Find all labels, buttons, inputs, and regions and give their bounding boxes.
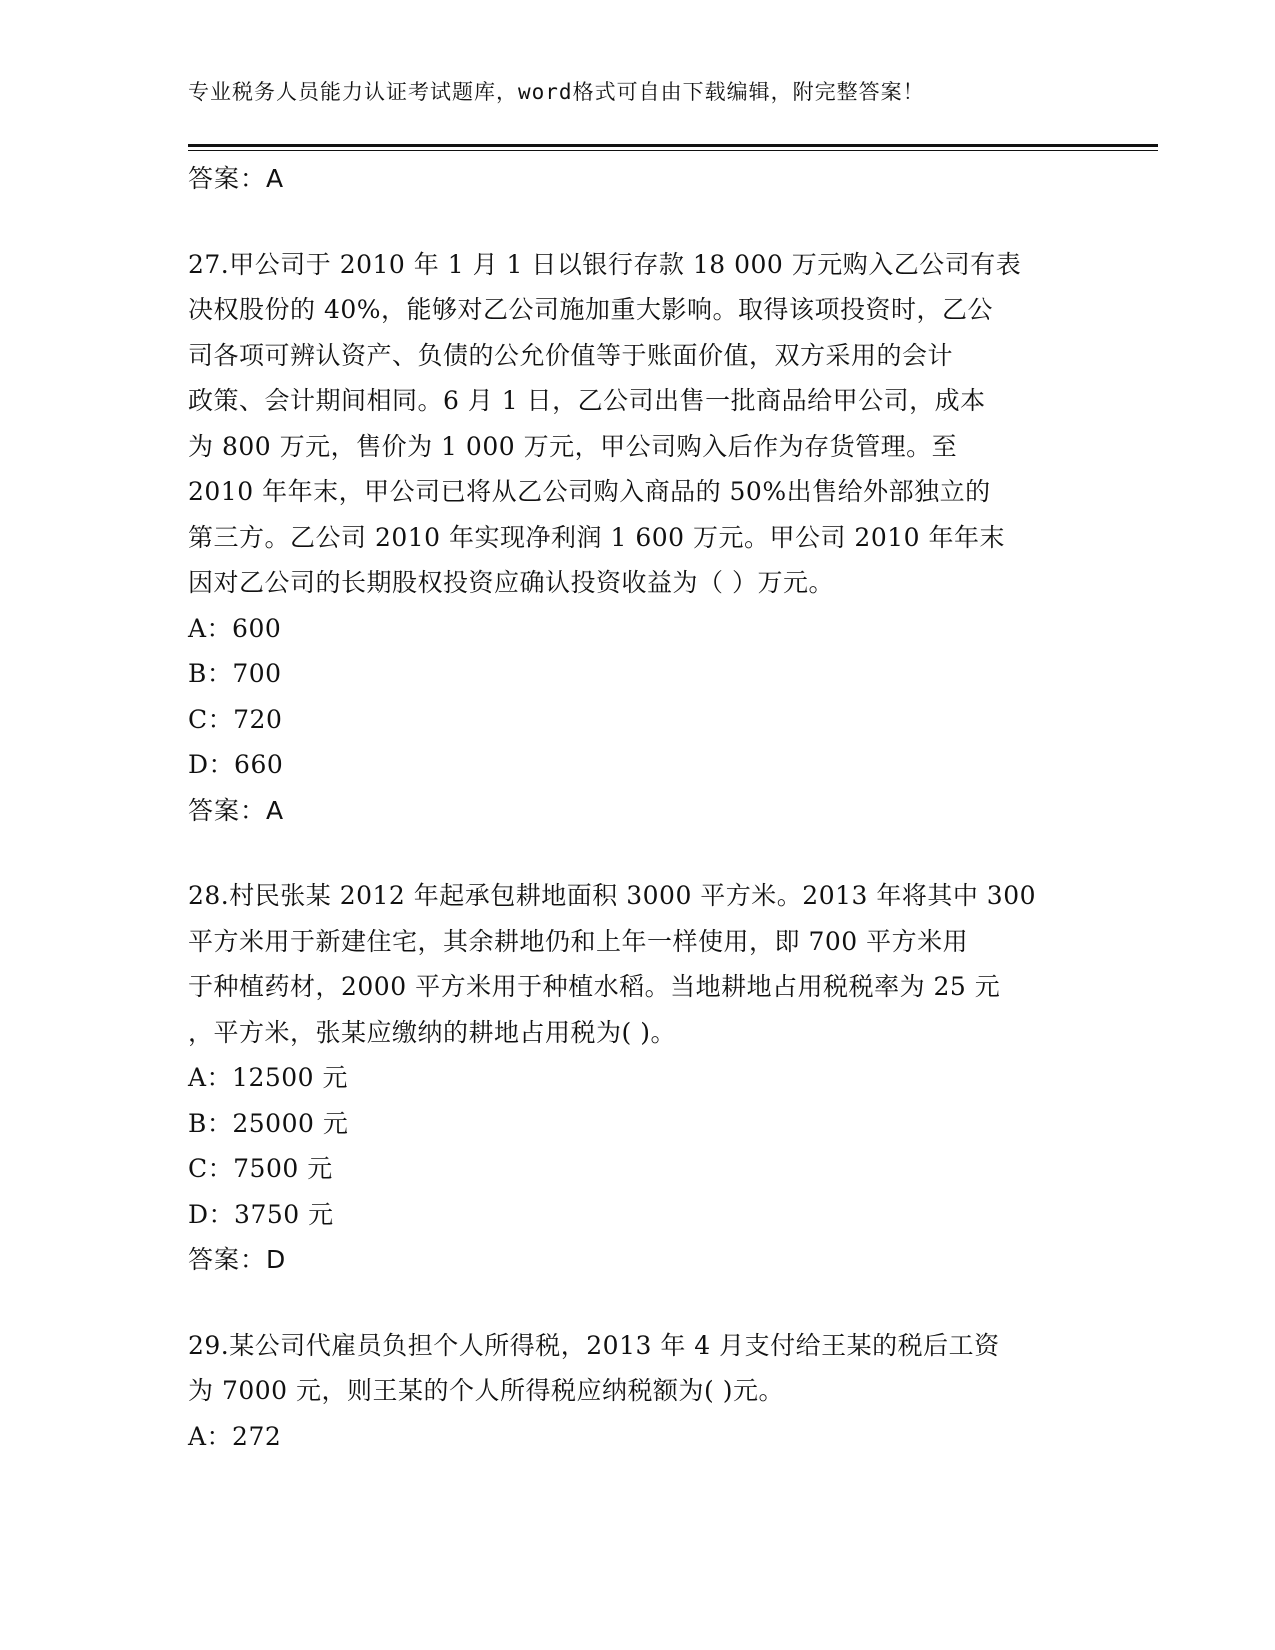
- option-b: B：700: [188, 659, 282, 688]
- option-b: B：25000 元: [188, 1108, 349, 1138]
- option-d: D：660: [188, 750, 284, 779]
- option-c: C：720: [188, 704, 283, 734]
- question-line: 政策、会计期间相同。6 月 1 日，乙公司出售一批商品给甲公司，成本: [188, 386, 986, 415]
- question-28: [188, 873, 1088, 1283]
- header-rule-thin: [188, 150, 1158, 151]
- question-line: 2010 年年末，甲公司已将从乙公司购入商品的 50%出售给外部独立的: [188, 477, 991, 506]
- option-a: A：600: [188, 613, 282, 643]
- question-line: ，平方米，张某应缴纳的耕地占用税为( )。: [188, 1017, 676, 1047]
- spacer: [188, 202, 1088, 242]
- question-line: 司各项可辨认资产、负债的公允价值等于账面价值，双方采用的会计: [188, 340, 954, 370]
- question-line: 28.村民张某 2012 年起承包耕地面积 3000 平方米。2013 年将其中 300: [188, 881, 1037, 910]
- question-line: 第三方。乙公司 2010 年实现净利润 1 600 万元。甲公司 2010 年年末: [188, 522, 1005, 552]
- option-d: D：3750 元: [188, 1199, 334, 1229]
- question-line: 29.某公司代雇员负担个人所得税，2013 年 4 月支付给王某的税后工资: [188, 1330, 1000, 1360]
- question-line: 为 800 万元，售价为 1 000 万元，甲公司购入后作为存货管理。至: [188, 431, 958, 461]
- question-line: 为 7000 元，则王某的个人所得税应纳税额为( )元。: [188, 1376, 784, 1405]
- page-header: 专业税务人员能力认证考试题库，word格式可自由下载编辑，附完整答案！: [188, 80, 925, 104]
- question-line: 于种植药材，2000 平方米用于种植水稻。当地耕地占用税税率为 25 元: [188, 972, 1001, 1001]
- question-line: 27.甲公司于 2010 年 1 月 1 日以银行存款 18 000 万元购入乙公司有表: [188, 249, 1022, 279]
- header-rule-thick: [188, 144, 1158, 147]
- option-a: A：272: [188, 1421, 282, 1451]
- option-a: A：12500 元: [188, 1063, 349, 1092]
- question-27: [188, 242, 1088, 834]
- question-content: [188, 156, 1088, 1459]
- question-line: 因对乙公司的长期股权投资应确认投资收益为（ ）万元。: [188, 568, 834, 597]
- spacer: [188, 833, 1088, 873]
- answer-prev: 答案：A: [188, 164, 285, 193]
- question-29: [188, 1323, 1088, 1460]
- spacer: [188, 1283, 1088, 1323]
- option-c: C：7500 元: [188, 1154, 333, 1183]
- question-line: 平方米用于新建住宅，其余耕地仍和上年一样使用，即 700 平方米用: [188, 926, 969, 956]
- answer-28: 答案：D: [188, 1245, 287, 1274]
- question-line: 决权股份的 40%，能够对乙公司施加重大影响。取得该项投资时，乙公: [188, 295, 994, 324]
- answer-27: 答案：A: [188, 795, 285, 825]
